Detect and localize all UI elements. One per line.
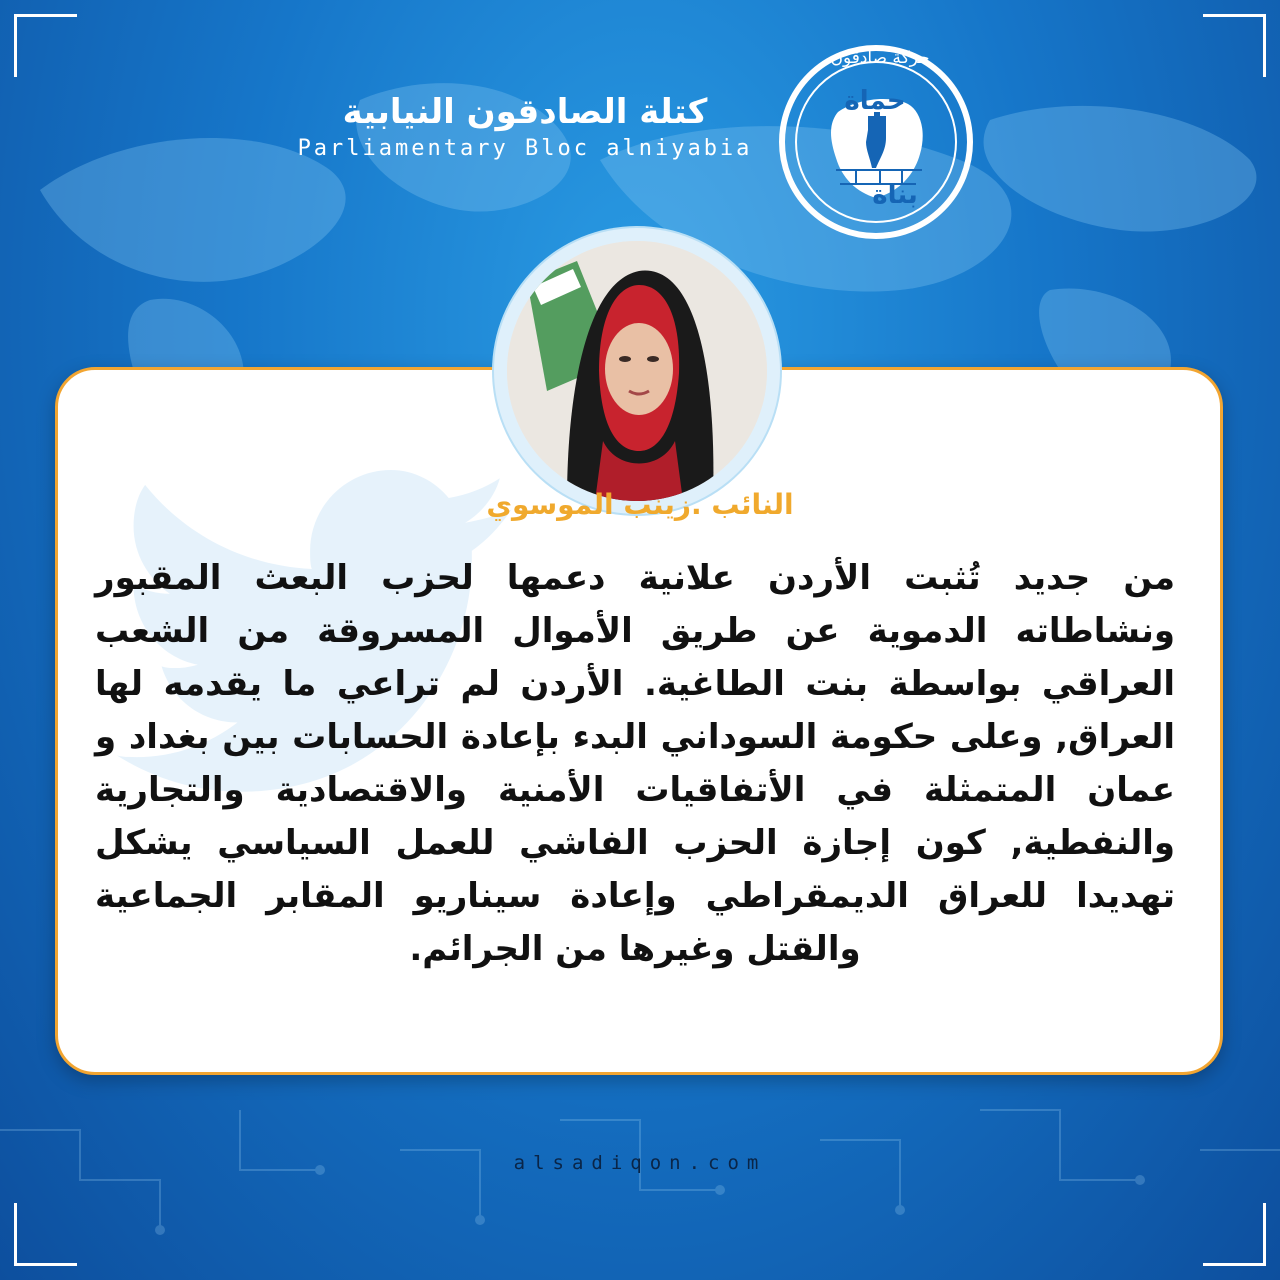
logo-word-bottom: بناة <box>872 180 918 210</box>
statement-text: من جديد تُثبت الأردن علانية دعمها لحزب البعث المقبور ونشاطاته الدموية عن طريق الأموال المسروقة من الشعب العراقي بواسطة بنت الطاغية. الأردن لم تراعي ما يقدمه لها العراق, وعلى حكومة السوداني البدء بإعادة الحسابات بين بغداد و عمان المتمثلة في الأتفاقيات الأمنية والاقتصادية والتجارية والنفطية, كون إجازة الحزب الفاشي للعمل السياسي يشكل تهديدا للعراق الديمقراطي وإعادة سيناريو المقابر الجماعية والقتل وغيرها من الجرائم. <box>95 558 1175 969</box>
website-footer[interactable]: alsadiqon.com <box>513 1152 767 1174</box>
bloc-title-arabic: كتلة الصادقون النيابية <box>342 92 708 132</box>
logo-word-top: حماة <box>844 86 906 116</box>
member-name: النائب .زينب الموسوي <box>486 488 794 521</box>
movement-logo-icon <box>776 42 976 242</box>
bottom-pattern <box>0 1090 1280 1280</box>
bloc-title-english: Parliamentary Bloc alniyabia <box>297 136 753 161</box>
member-photo-avatar <box>507 241 767 501</box>
header <box>290 92 760 161</box>
logo-movement-name: حركة صادقون <box>830 48 930 68</box>
